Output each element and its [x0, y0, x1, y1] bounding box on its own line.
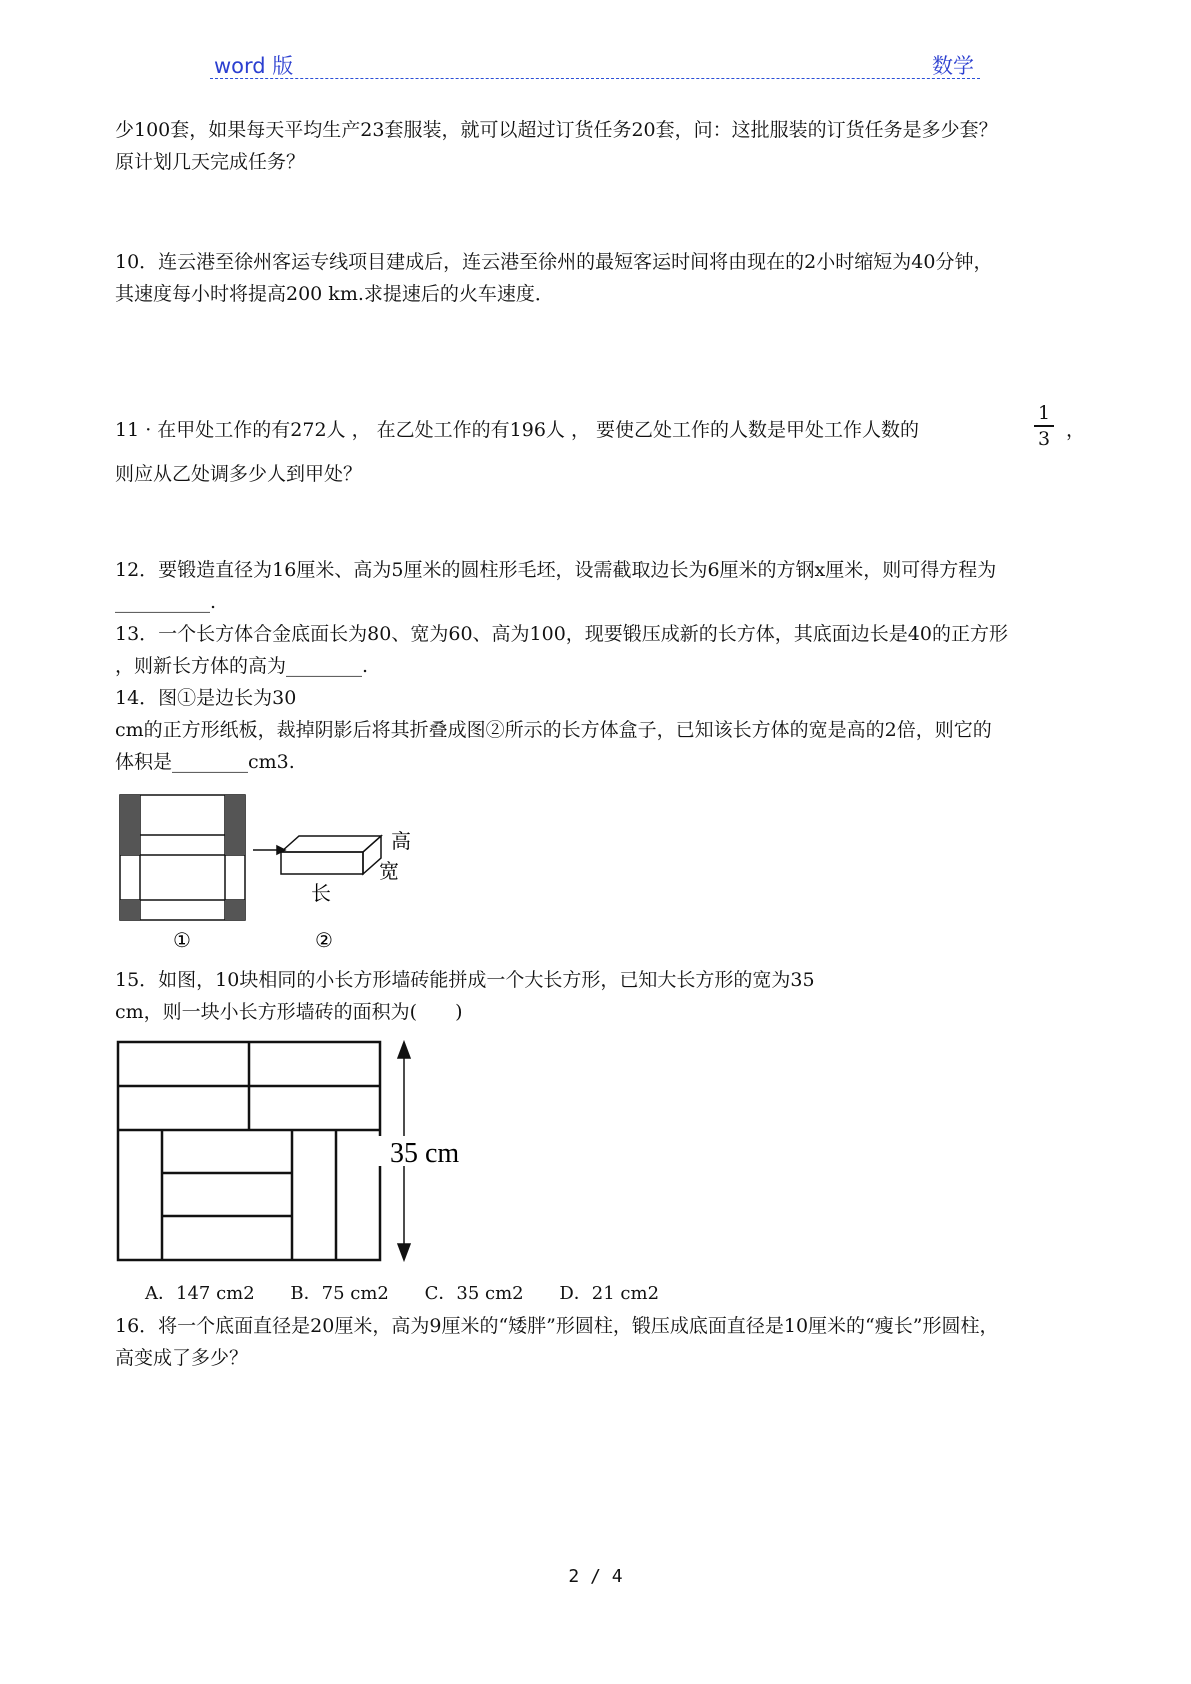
answer-options	[145, 1279, 689, 1305]
header-left: word 版	[214, 54, 294, 78]
question-15-line1: 15．如图，10块相同的小长方形墙砖能拼成一个大长方形，已知大长方形的宽为35	[115, 969, 815, 991]
option-b[interactable]: B．75 cm2	[290, 1283, 389, 1304]
dimension-label: 35 cm	[390, 1138, 460, 1169]
option-a[interactable]: A．147 cm2	[145, 1283, 255, 1304]
text-line: 少100套，如果每天平均生产23套服装，就可以超过订货任务20套，问：这批服装的订货任务是多少套？	[115, 119, 998, 141]
label-high: 高	[391, 829, 411, 853]
fraction-one-third	[1034, 402, 1054, 450]
question-13-line1: 13．一个长方体合金底面长为80、宽为60、高为100，现要锻压成新的长方体，其底面边长是40的正方形	[115, 623, 1008, 645]
text-line: 原计划几天完成任务？	[115, 151, 306, 173]
box-front	[281, 852, 363, 874]
question-11-line2: 则应从乙处调多少人到甲处？	[115, 463, 363, 485]
question-10-line2: 其速度每小时将提高200 km.求提速后的火车速度．	[115, 283, 554, 305]
question-11-comma: ，	[1066, 419, 1086, 441]
shaded-corner	[120, 900, 140, 920]
option-d[interactable]: D．21 cm2	[559, 1283, 660, 1304]
figure-14	[115, 790, 435, 950]
page-number: 2 / 4	[568, 1566, 623, 1587]
question-11-line1: 11 · 在甲处工作的有272人 ， 在乙处工作的有196人 ， 要使乙处工作的人数是甲处工作人数的	[115, 419, 919, 441]
question-15-line2: cm，则一块小长方形墙砖的面积为( )	[115, 1001, 463, 1023]
question-13-line2: ，则新长方体的高为________.	[115, 655, 369, 677]
shaded-corner	[225, 900, 245, 920]
shaded-corner	[120, 795, 140, 855]
label-wide: 宽	[379, 859, 399, 883]
fraction-bar	[1034, 425, 1054, 427]
question-10-line1: 10．连云港至徐州客运专线项目建成后，连云港至徐州的最短客运时间将由现在的2小时缩短为40分钟，	[115, 251, 993, 273]
question-16-line1: 16．将一个底面直径是20厘米，高为9厘米的“矮胖”形圆柱，锻压成底面直径是10厘米的“瘦长”形圆柱，	[115, 1315, 999, 1337]
figure-15	[112, 1036, 492, 1266]
figure-label-1: ①	[173, 928, 191, 950]
label-long: 长	[311, 881, 331, 905]
question-12-line2: __________.	[115, 591, 217, 613]
question-16-line2: 高变成了多少？	[115, 1347, 249, 1369]
question-14-line2: cm的正方形纸板，裁掉阴影后将其折叠成图②所示的长方体盒子，已知该长方体的宽是高的2倍，则它的	[115, 719, 992, 741]
header-right: 数学	[932, 54, 974, 78]
page-header	[210, 44, 980, 79]
fraction-numerator: 1	[1037, 402, 1051, 424]
question-14-line1: 14．图①是边长为30	[115, 687, 297, 709]
question-14-line3: 体积是________cm3.	[115, 751, 295, 773]
fraction-denominator: 3	[1037, 427, 1051, 450]
shaded-corner	[225, 795, 245, 855]
question-12-line1: 12．要锻造直径为16厘米、高为5厘米的圆柱形毛坯，设需截取边长为6厘米的方钢x厘米，则可得方程为	[115, 559, 997, 581]
figure-label-2: ②	[315, 928, 333, 950]
option-c[interactable]: C．35 cm2	[424, 1283, 524, 1304]
